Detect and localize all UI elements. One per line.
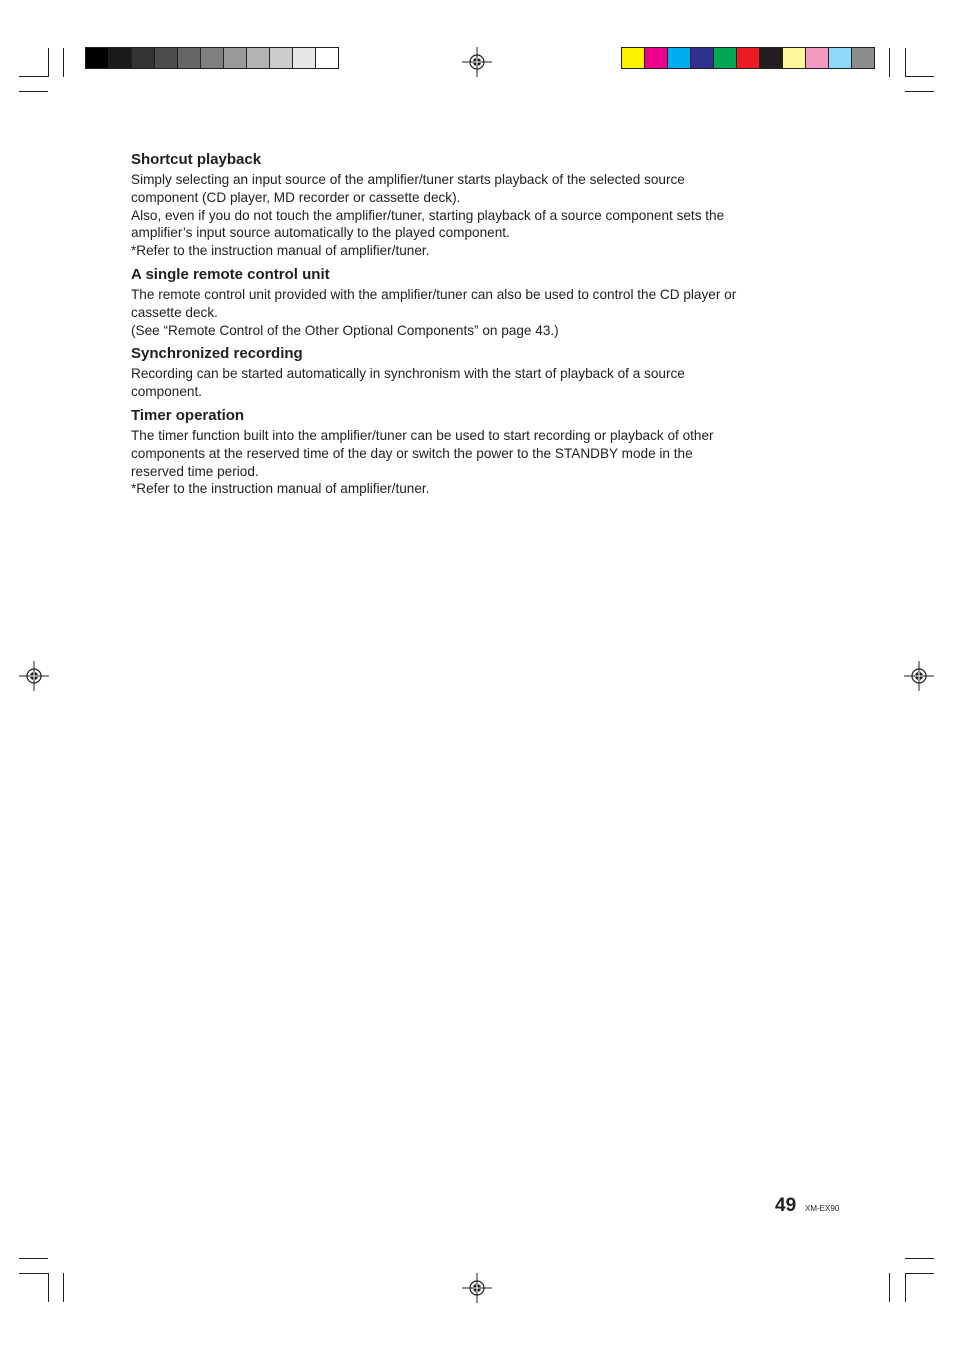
body-line: (See “Remote Control of the Other Optional Components” on page 43.) bbox=[131, 322, 559, 338]
body-line: Also, even if you do not touch the amplifier/tuner, starting playback of a source component sets the bbox=[131, 207, 725, 223]
color-swatch bbox=[644, 48, 667, 68]
color-swatch bbox=[223, 48, 246, 68]
color-swatch bbox=[782, 48, 805, 68]
body-line: component. bbox=[131, 384, 203, 400]
registration-mark-icon bbox=[904, 661, 934, 691]
section-body bbox=[131, 171, 811, 260]
body-line: The remote control unit provided with the amplifier/tuner can also be used to control the CD player or bbox=[131, 286, 737, 302]
section-heading: Shortcut playback bbox=[131, 151, 262, 168]
color-swatch bbox=[200, 48, 223, 68]
color-swatch bbox=[736, 48, 759, 68]
body-line: component (CD player, MD recorder or cassette deck). bbox=[131, 189, 461, 205]
section-timer-operation bbox=[131, 406, 811, 498]
body-line: The timer function built into the amplifier/tuner can be used to start recording or playback of other bbox=[131, 427, 714, 443]
color-swatch bbox=[805, 48, 828, 68]
section-heading: A single remote control unit bbox=[131, 265, 330, 283]
color-swatch bbox=[828, 48, 851, 68]
section-heading: Timer operation bbox=[131, 406, 245, 424]
body-line: cassette deck. bbox=[131, 304, 218, 320]
color-swatch bbox=[690, 48, 713, 68]
color-swatch bbox=[759, 48, 782, 68]
section-heading: Synchronized recording bbox=[131, 345, 303, 363]
registration-mark-icon bbox=[19, 661, 49, 691]
color-swatch bbox=[269, 48, 292, 68]
section-body bbox=[131, 365, 811, 401]
color-swatch bbox=[154, 48, 177, 68]
registration-mark-icon bbox=[462, 47, 492, 77]
section-shortcut-playback bbox=[131, 150, 811, 260]
section-synchronized-recording bbox=[131, 344, 811, 401]
body-line: amplifier’s input source automatically to the played component. bbox=[131, 225, 510, 241]
color-swatch bbox=[86, 48, 108, 68]
color-swatch bbox=[851, 48, 874, 68]
color-swatch bbox=[667, 48, 690, 68]
color-swatch bbox=[108, 48, 131, 68]
body-line: Simply selecting an input source of the amplifier/tuner starts playback of the selected source bbox=[131, 172, 685, 187]
registration-mark-icon bbox=[462, 1273, 492, 1303]
color-swatch bbox=[622, 48, 644, 68]
body-line: *Refer to the instruction manual of amplifier/tuner. bbox=[131, 481, 430, 497]
color-swatch bbox=[713, 48, 736, 68]
section-single-remote bbox=[131, 265, 811, 339]
body-line: reserved time period. bbox=[131, 463, 259, 479]
color-swatch bbox=[292, 48, 315, 68]
body-line: *Refer to the instruction manual of amplifier/tuner. bbox=[131, 243, 430, 259]
grayscale-color-bar bbox=[85, 47, 339, 69]
page-number: 49 bbox=[775, 1195, 797, 1216]
model-code: XM-EX90 bbox=[805, 1204, 840, 1213]
process-color-bar bbox=[621, 47, 875, 69]
color-swatch bbox=[131, 48, 154, 68]
body-line: Recording can be started automatically in synchronism with the start of playback of a source bbox=[131, 366, 685, 382]
body-line: components at the reserved time of the day or switch the power to the STANDBY mode in the bbox=[131, 445, 693, 461]
color-swatch bbox=[177, 48, 200, 68]
color-swatch bbox=[246, 48, 269, 68]
main-content bbox=[131, 150, 811, 498]
section-body bbox=[131, 286, 811, 339]
color-swatch bbox=[315, 48, 338, 68]
section-body bbox=[131, 427, 811, 498]
